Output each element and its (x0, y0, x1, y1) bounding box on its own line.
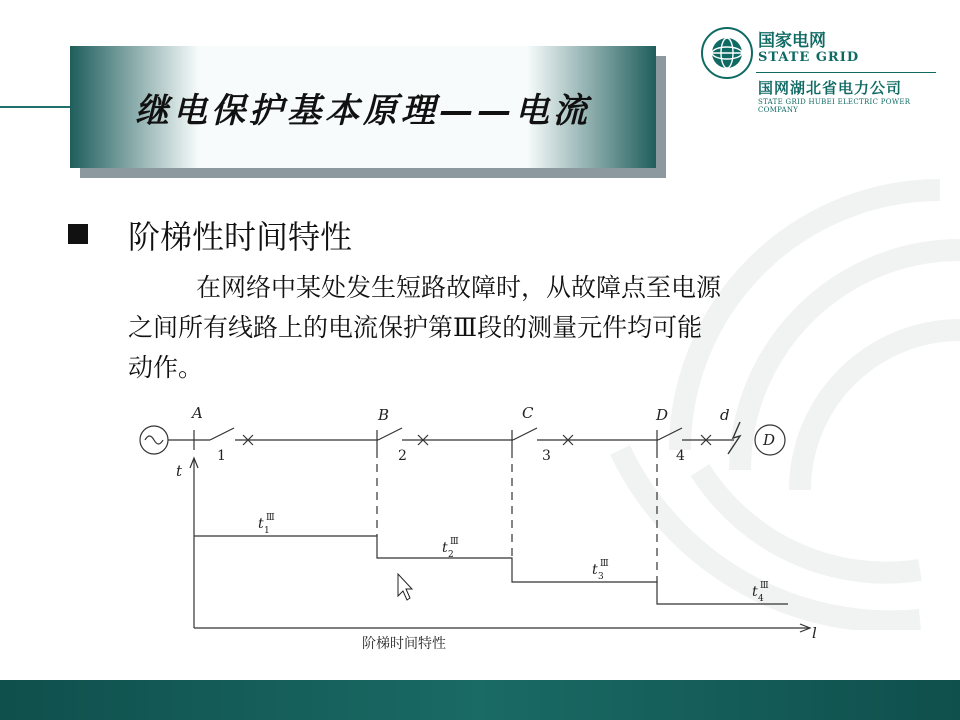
svg-text:Ⅲ: Ⅲ (760, 581, 769, 591)
company-logo (700, 20, 940, 114)
bullet-square (68, 224, 88, 244)
section-heading: 阶梯性时间特性 (128, 218, 353, 256)
logo-divider (756, 72, 936, 73)
svg-text:Ⅲ: Ⅲ (266, 513, 275, 523)
svg-text:t: t (752, 584, 758, 600)
bus-label-a: A (192, 404, 203, 422)
breaker-label-3: 3 (542, 448, 551, 464)
breaker-label-2: 2 (398, 448, 407, 464)
svg-text:Ⅲ: Ⅲ (600, 559, 609, 569)
mouse-pointer-icon (398, 574, 412, 600)
svg-text:2: 2 (448, 550, 454, 560)
time-label-t3 (592, 559, 609, 582)
decorative-line (0, 106, 80, 108)
logo-name-cn: 国家电网 (758, 31, 826, 51)
logo-company-en: STATE GRID HUBEI ELECTRIC POWER COMPANY (758, 98, 911, 114)
svg-text:Ⅲ: Ⅲ (450, 537, 459, 547)
svg-text:4: 4 (758, 594, 764, 604)
breaker-label-4: 4 (676, 448, 685, 464)
svg-text:1: 1 (264, 526, 270, 536)
svg-text:3: 3 (598, 572, 604, 582)
state-grid-emblem-icon (700, 26, 754, 80)
load-label: D (763, 431, 776, 449)
step-characteristic-line (194, 536, 788, 604)
time-label-t2 (442, 537, 459, 560)
footer-band (0, 680, 960, 720)
svg-text:t: t (592, 562, 598, 578)
l-axis-label: l (812, 624, 817, 642)
svg-text:t: t (258, 516, 264, 532)
time-label-t1 (258, 513, 275, 536)
logo-name-en: STATE GRID (758, 50, 860, 65)
fault-label: d (720, 406, 730, 424)
stepped-time-diagram (130, 398, 830, 660)
paragraph-line: 在网络中某处发生短路故障时，从故障点至电源 (196, 273, 722, 302)
bus-label-c: C (522, 404, 534, 422)
body-paragraph (128, 268, 868, 388)
title-banner (70, 46, 656, 168)
paragraph-line: 动作。 (128, 353, 204, 382)
slide-title: 继电保护基本原理——电流 (135, 90, 591, 131)
t-axis-label: t (176, 462, 183, 480)
paragraph-line: 之间所有线路上的电流保护第Ⅲ段的测量元件均可能 (128, 313, 703, 342)
time-label-t4 (752, 581, 769, 604)
breaker-label-1: 1 (217, 448, 226, 464)
bus-label-b: B (378, 406, 390, 424)
fault-lightning-icon (728, 422, 740, 454)
bus-label-d: D (656, 406, 669, 424)
logo-company-cn: 国网湖北省电力公司 (758, 79, 903, 97)
svg-text:t: t (442, 540, 448, 556)
diagram-caption: 阶梯时间特性 (362, 636, 446, 652)
